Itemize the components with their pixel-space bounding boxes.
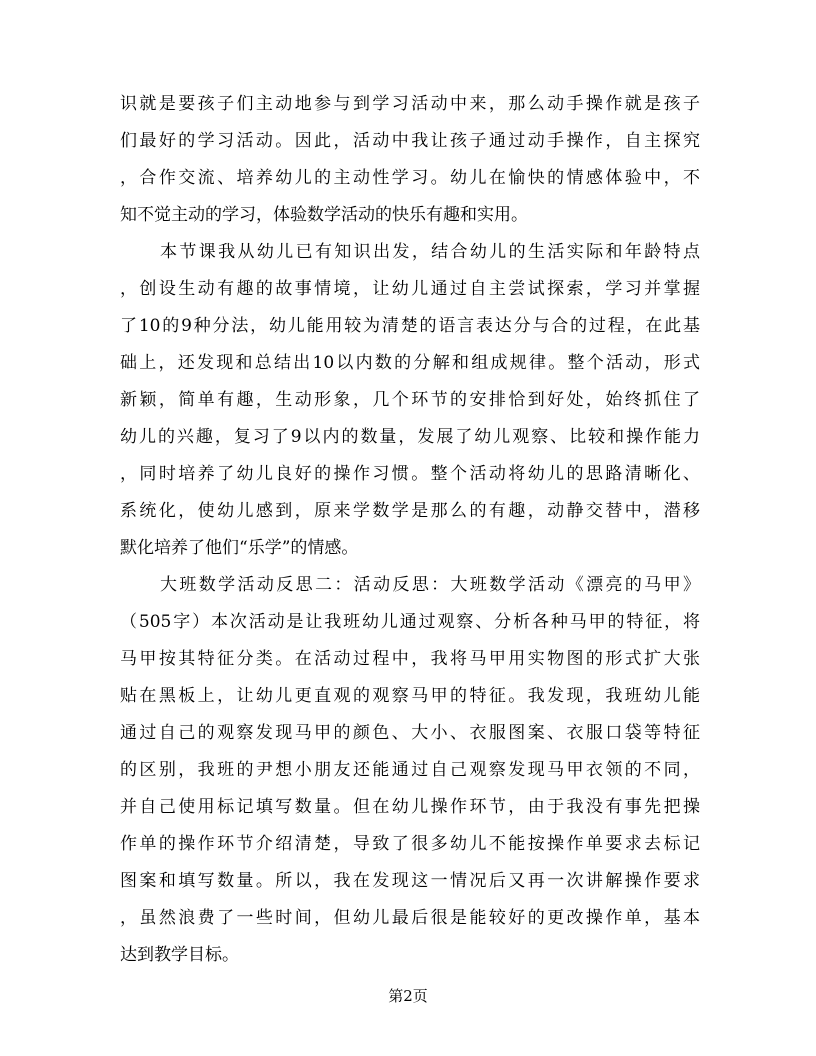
- text-line: 知不觉主动的学习，体验数学活动的快乐有趣和实用。: [120, 205, 528, 225]
- text-line: 们最好的学习活动。因此，活动中我让孩子通过动手操作，自主探究: [120, 131, 700, 151]
- text-line: 了10的9种分法，幼儿能用较为清楚的语言表达分与合的过程，在此基: [120, 316, 700, 336]
- text-line: 马甲按其特征分类。在活动过程中，我将马甲用实物图的形式扩大张: [120, 649, 700, 669]
- text-line: 新颖，简单有趣，生动形象，几个环节的安排恰到好处，始终抓住了: [120, 390, 700, 410]
- text-line: （505字）本次活动是让我班幼儿通过观察、分析各种马甲的特征，将: [120, 612, 700, 632]
- text-line: ，合作交流、培养幼儿的主动性学习。幼儿在愉快的情感体验中，不: [120, 168, 700, 188]
- text-line: 础上，还发现和总结出10以内数的分解和组成规律。整个活动，形式: [120, 353, 700, 373]
- text-line: 的区别，我班的尹想小朋友还能通过自己观察发现马甲衣领的不同，: [120, 760, 700, 780]
- text-line: 幼儿的兴趣，复习了9以内的数量，发展了幼儿观察、比较和操作能力: [120, 427, 700, 447]
- text-line: 图案和填写数量。所以，我在发现这一情况后又再一次讲解操作要求: [120, 871, 700, 891]
- text-line: 本节课我从幼儿已有知识出发，结合幼儿的生活实际和年龄特点: [160, 242, 700, 262]
- text-line: ，创设生动有趣的故事情境，让幼儿通过自主尝试探索，学习并掌握: [120, 279, 700, 299]
- text-line: ，虽然浪费了一些时间，但幼儿最后很是能较好的更改操作单，基本: [120, 908, 700, 928]
- text-line: 系统化，使幼儿感到，原来学数学是那么的有趣，动静交替中，潜移: [120, 501, 700, 521]
- text-line: 并自己使用标记填写数量。但在幼儿操作环节，由于我没有事先把操: [120, 797, 700, 817]
- text-line: 作单的操作环节介绍清楚，导致了很多幼儿不能按操作单要求去标记: [120, 834, 700, 854]
- body-text: [120, 86, 700, 974]
- text-line: 默化培养了他们“乐学”的情感。: [120, 538, 359, 558]
- text-line: 贴在黑板上，让幼儿更直观的观察马甲的特征。我发现，我班幼儿能: [120, 686, 700, 706]
- text-line: 达到教学目标。: [120, 945, 239, 965]
- paragraph: [120, 234, 700, 567]
- text-line: 通过自己的观察发现马甲的颜色、大小、衣服图案、衣服口袋等特征: [120, 723, 700, 743]
- text-line: 识就是要孩子们主动地参与到学习活动中来，那么动手操作就是孩子: [120, 94, 700, 114]
- paragraph: [120, 567, 700, 974]
- text-line: ，同时培养了幼儿良好的操作习惯。整个活动将幼儿的思路清晰化、: [120, 464, 700, 484]
- paragraph: [120, 86, 700, 234]
- page-number: 第2页: [388, 987, 428, 1005]
- text-line: 大班数学活动反思二：活动反思：大班数学活动《漂亮的马甲》: [160, 575, 700, 595]
